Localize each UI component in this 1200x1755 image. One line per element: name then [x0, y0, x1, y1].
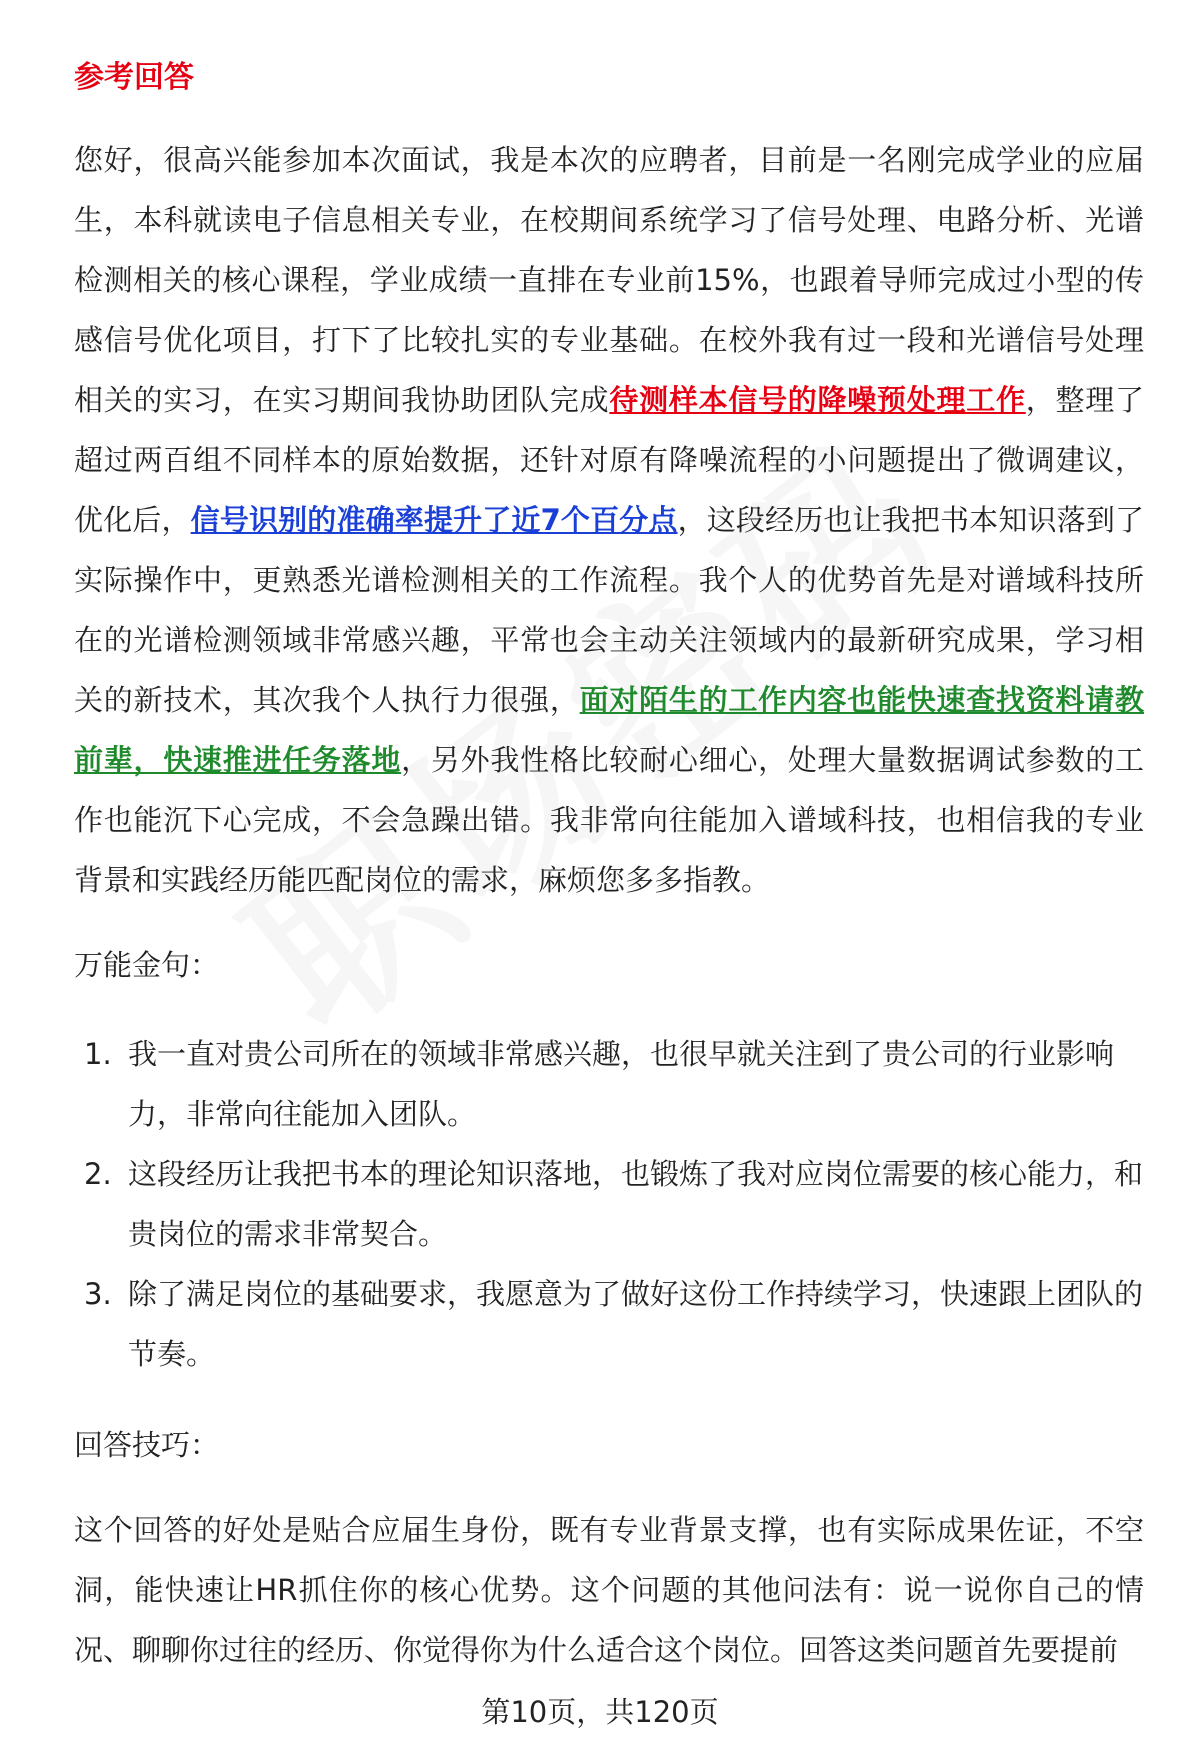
list-number: 3.	[84, 1277, 112, 1311]
highlight-red: 待测样本信号的降噪预处理工作	[609, 383, 1026, 417]
list-item-text: 我一直对贵公司所在的领域非常感兴趣，也很早就关注到了贵公司的行业影响力，非常向往能加入团队。	[128, 1037, 1115, 1131]
answer-text-3: ，这段经历也让我把书本知识落到了实际操作中，更熟悉光谱检测相关的工作流程。我个人的优势首先是对谱域科技所在的光谱检测领域非常感兴趣，平常也会主动关注领域内的最新研究成果，学习相关的新技术，其次我个人执行力很强，	[74, 503, 1144, 717]
list-number: 1.	[84, 1037, 112, 1071]
page-number-footer: 第10页，共120页	[481, 1695, 719, 1729]
answer-tips-heading: 回答技巧：	[74, 1428, 220, 1462]
list-item-text: 除了满足岗位的基础要求，我愿意为了做好这份工作持续学习，快速跟上团队的节奏。	[128, 1277, 1144, 1371]
golden-sentences-heading: 万能金句：	[74, 948, 220, 982]
highlight-blue: 信号识别的准确率提升了近7个百分点	[190, 503, 678, 537]
highlight-green: 面对陌生的工作内容也能快速查找资料请教前辈，快速推进任务落地	[74, 683, 1144, 777]
list-item-text: 这段经历让我把书本的理论知识落地，也锻炼了我对应岗位需要的核心能力，和贵岗位的需求非常契合。	[128, 1157, 1144, 1251]
golden-sentences-list	[74, 1024, 1144, 1384]
answer-text-2: ，整理了超过两百组不同样本的原始数据，还针对原有降噪流程的小问题提出了微调建议，优化后，	[74, 383, 1144, 537]
answer-text-1: 您好，很高兴能参加本次面试，我是本次的应聘者，目前是一名刚完成学业的应届生，本科就读电子信息相关专业，在校期间系统学习了信号处理、电路分析、光谱检测相关的核心课程，学业成绩一直排在专业前15%，也跟着导师完成过小型的传感信号优化项目，打下了比较扎实的专业基础。在校外我有过一段和光谱信号处理相关的实习，在实习期间我协助团队完成	[74, 143, 1144, 417]
list-number: 2.	[84, 1157, 112, 1191]
answer-text-4: ，另外我性格比较耐心细心，处理大量数据调试参数的工作也能沉下心完成，不会急躁出错。我非常向往能加入谱域科技，也相信我的专业背景和实践经历能匹配岗位的需求，麻烦您多多指教。	[74, 743, 1144, 897]
list-item	[74, 1144, 1144, 1264]
list-item	[74, 1264, 1144, 1384]
list-item	[74, 1024, 1144, 1144]
answer-paragraph	[74, 130, 1144, 910]
page-title: 参考回答	[74, 60, 194, 95]
tips-paragraph: 这个回答的好处是贴合应届生身份，既有专业背景支撑，也有实际成果佐证，不空洞，能快速让HR抓住你的核心优势。这个问题的其他问法有：说一说你自己的情况、聊聊你过往的经历、你觉得你为什么适合这个岗位。回答这类问题首先要提前	[74, 1513, 1144, 1667]
